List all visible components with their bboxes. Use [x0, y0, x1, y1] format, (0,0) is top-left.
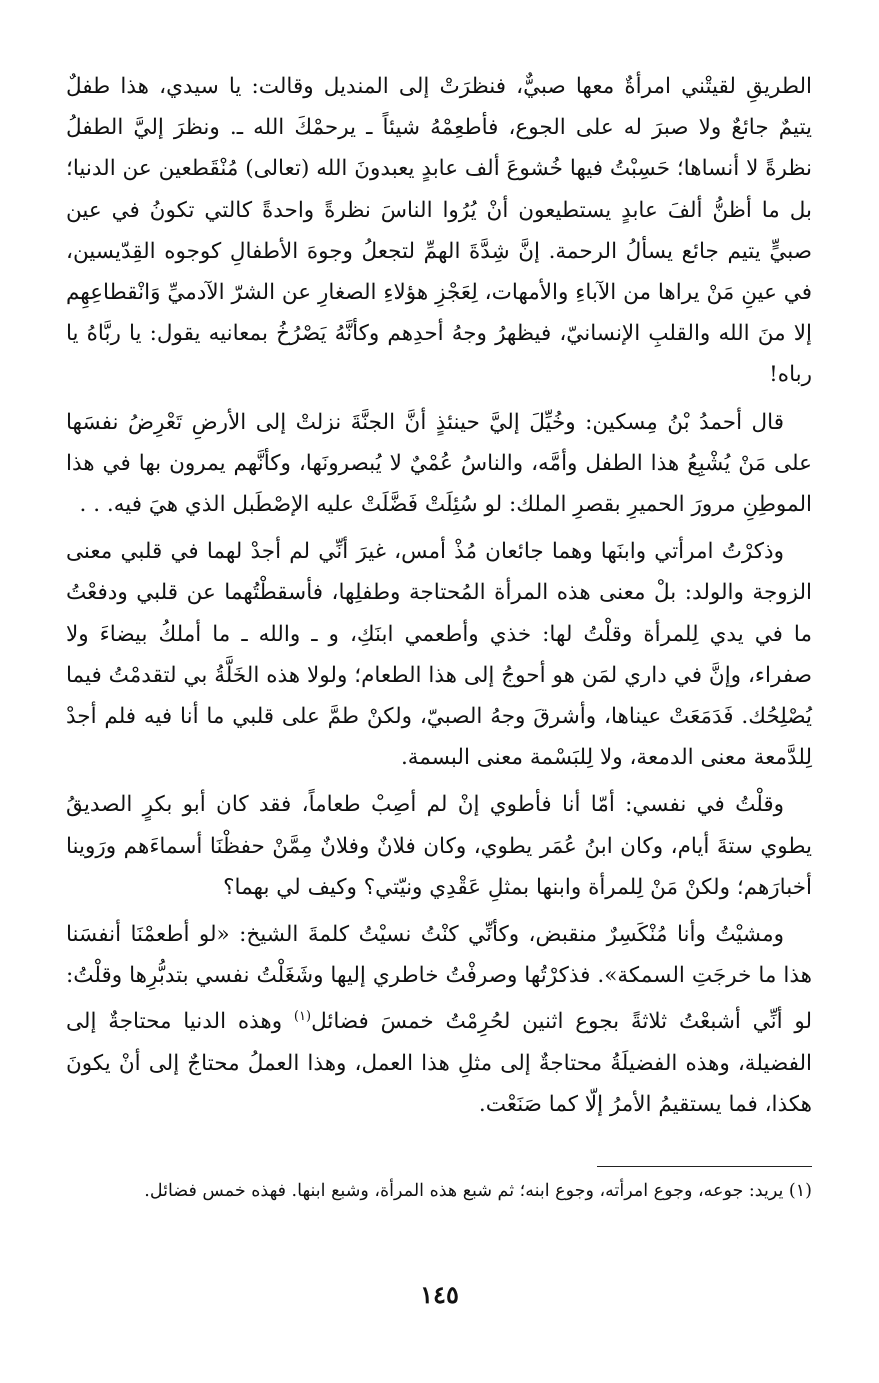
page-number: ١٤٥ — [420, 1280, 459, 1309]
paragraph-5 — [66, 914, 812, 1125]
body-text — [66, 66, 812, 1125]
footnote-divider — [597, 1166, 812, 1167]
paragraph-3: وذكرْتُ امرأتي وابنَها وهما جائعان مُذْ أمس، غيرَ أنِّي لم أجدْ لهما في قلبي معنى الزوجة والولد: بلْ معنى هذه المرأة المُحتاجة وطفلِها، فأسقطْتُهما عن قلبي ودفعْتُ ما في يدي لِلمرأة وقلْتُ لها: خذي وأطعمي ابنَكِ، و ـ والله ـ ما أملكُ بيضاءَ ولا صفراء، وإنَّ في داري لمَن هو أحوجُ إلى هذا الطعام؛ ولولا هذه الخَلَّةُ بي لتقدمْتُ فيما يُصْلِحُك. فَدَمَعَتْ عيناها، وأشرقَ وجهُ الصبيّ، ولكنْ طمَّ على قلبي ما أنا فيه فلم أجدْ لِلدَّمعة معنى الدمعة، ولا لِلبَسْمة معنى البسمة. — [66, 539, 812, 771]
paragraph-2: قال أحمدُ بْنُ مِسكين: وخُيِّلَ إليَّ حينئذٍ أنَّ الجنَّةَ نزلتْ إلى الأرضِ تَعْرِضُ نفسَها على مَنْ يُشْبِعُ هذا الطفل وأمَّه، والناسُ عُمْيٌ لا يُبصرونَها، وكأنَّهم يمرون بها في هذا الموطِنِ مرورَ الحميرِ بقصرِ الملك: لو سُئِلَتْ فَضَّلَتْ عليه الإصْطَبل الذي هيَ فيه. . . — [66, 409, 812, 518]
footnote-reference[interactable]: (١) — [293, 1009, 312, 1025]
paragraph-4: وقلْتُ في نفسي: أمّا أنا فأطوي إنْ لم أصِبْ طعاماً، فقد كان أبو بكرٍ الصديقُ يطوي ستةَ أيام، وكان ابنُ عُمَر يطوي، وكان فلانٌ وفلانٌ مِمَّنْ حفظْنَا أسماءَهم ورَوينا أخبارَهم؛ ولكنْ مَنْ لِلمرأة وابنها بمثلِ عَقْدِي ونيّتي؟ وكيف لي بهما؟ — [66, 792, 812, 900]
paragraph-1: الطريقِ لقيتْني امرأةٌ معها صبيٌّ، فنظرَتْ إلى المنديل وقالت: يا سيدي، هذا طفلٌ يتيمٌ جائعٌ ولا صبرَ له على الجوع، فأطعِمْهُ شيئاً ـ يرحمْكَ الله ـ. ونظرَ إليَّ الطفلُ نظرةً لا أنساها؛ حَسِبْتُ فيها خُشوعَ ألف عابدٍ يعبدونَ الله (تعالى) مُنْقَطعين عن الدنيا؛ بل ما أظنُّ ألفَ عابدٍ يستطيعون أنْ يُرُوا الناسَ نظرةً واحدةً كالتي تكونُ في عين صبيٍّ يتيم جائع يسألُ الرحمة. إنَّ شِدَّةَ الهمِّ لتجعلُ وجوهَ الأطفالِ كوجوه القِدّيسين، في عينِ مَنْ يراها من الآباءِ والأمهات، لِعَجْزِ هؤلاءِ الصغارِ عن الشرّ الآدميِّ وَانْقطاعِهِم إلا منَ الله والقلبِ الإنسانيّ، فيظهرُ وجهُ أحدِهم وكأنَّهُ يَصْرُخُ بمعانيه يقول: يا ربَّاهُ يا رباه! — [66, 74, 812, 388]
footnote-1: (١) يريد: جوعه، وجوع امرأته، وجوع ابنه؛ ثم شبع هذه المرأة، وشبع ابنها. فهذه خمس فضائل. — [144, 1181, 812, 1201]
paragraph-5-start: ومشيْتُ وأنا مُنْكَسِرٌ منقبض، وكأنِّي كنْتُ نسيْتُ كلمةَ الشيخ: «لو أطعمْنَا أنفسَنا هذا ما خرجَتِ السمكة». فذكرْتُها وصرفْتُ خاطري إليها وشَغَلْتُ نفسي بتدبُّرِها وقلْتُ: لو أنِّي أشبعْتُ ثلاثةً بجوع اثنين لحُرِمْتُ خمسَ فضائل — [66, 922, 812, 1035]
paragraph-5-end: وهذه الدنيا محتاجةٌ إلى الفضيلة، وهذه الفضيلَةُ محتاجةٌ إلى مثلِ هذا العمل، وهذا العملُ محتاجٌ إلى أنْ يكونَ هكذا، فما يستقيمُ الأمرُ إلّا كما صَنَعْت. — [66, 1009, 812, 1118]
footnotes — [66, 1174, 812, 1208]
